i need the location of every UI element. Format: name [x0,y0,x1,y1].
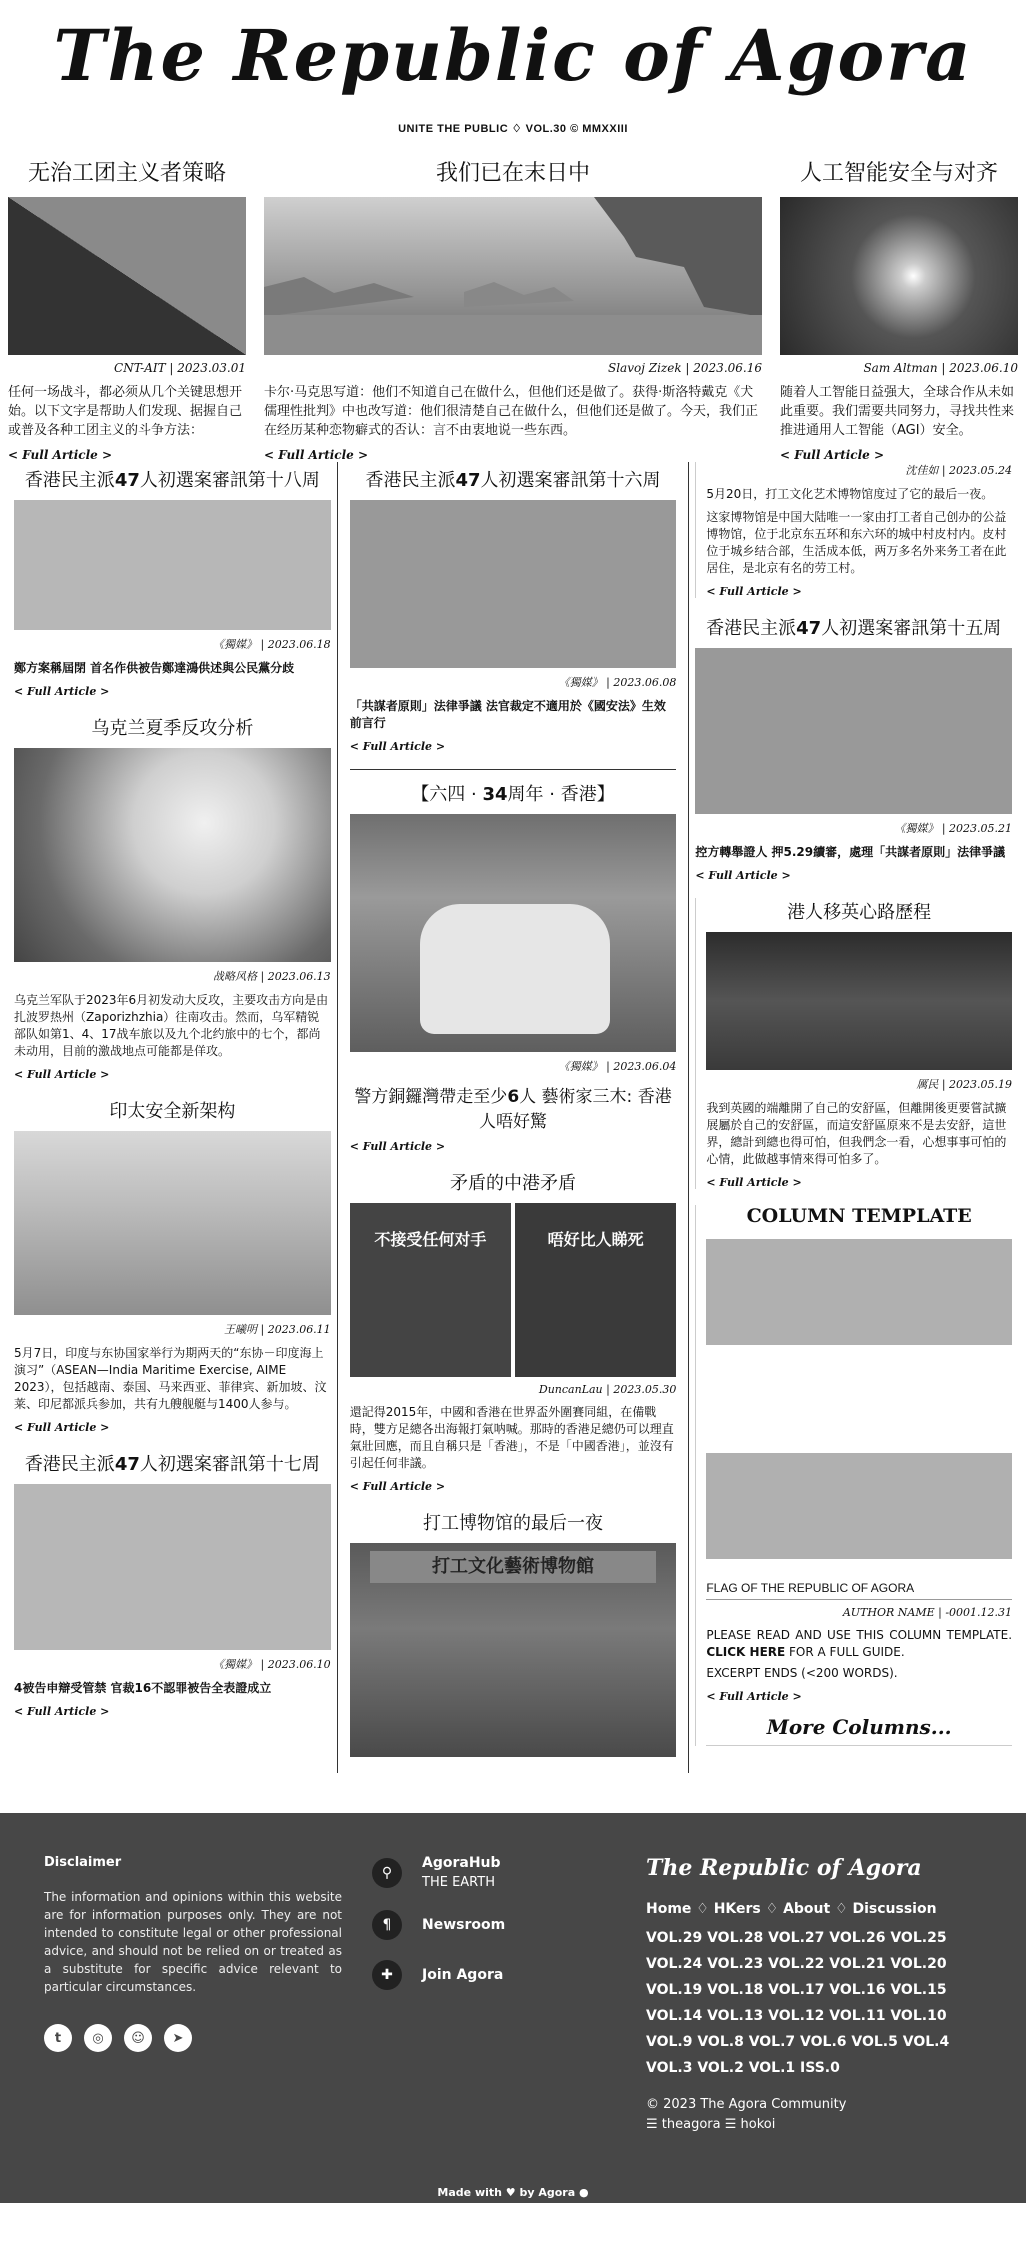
made-with-credit: Made with ♥ by Agora ● [437,2186,589,2199]
link-subtitle: THE EARTH [422,1875,495,1890]
article-image[interactable] [706,932,1012,1070]
link-title: Newsroom [422,1917,506,1933]
full-article-link[interactable]: < Full Article > [14,1705,110,1718]
article-byline: 《獨媒》 | 2023.06.10 [213,1658,331,1671]
flag-caption: FLAG OF THE REPUBLIC OF AGORA [706,1581,1012,1600]
volume-links [646,1925,986,2081]
landscape-illustration [264,197,762,355]
volume-row[interactable]: VOL.3 VOL.2 VOL.1 ISS.0 [646,2060,840,2076]
full-article-link[interactable]: < Full Article > [349,1140,446,1153]
article-image[interactable] [695,648,1012,814]
disclaimer-title: Disclaimer [44,1855,122,1870]
footer-link-newsroom[interactable] [372,1910,612,1940]
copyright-text: © 2023 The Agora Community [646,2097,847,2112]
article-title[interactable]: 乌克兰夏季反攻分析 [91,718,254,739]
article-excerpt: 5月7日，印度与东协国家举行为期两天的“东协－印度海上演习”（ASEAN—India Maritime Exercise, AIME 2023），包括越南、泰国、马来西亚、菲律宾、新加坡、汶莱、印尼都派兵参加，共有九艘舰艇与1400人参与。 [14,1346,327,1411]
footer-link-agorahub[interactable] [372,1855,612,1890]
full-article-link[interactable]: < Full Article > [349,740,446,753]
column-template-card [695,1205,1012,1746]
social-links [44,2024,342,2052]
article-byline: 王曦明 | 2023.06.11 [224,1323,331,1336]
article-card [350,1169,677,1493]
volume-row[interactable]: VOL.9 VOL.8 VOL.7 VOL.6 VOL.5 VOL.4 [646,2034,950,2050]
article-byline: DuncanLau | 2023.05.30 [538,1383,677,1396]
article-image[interactable] [350,500,677,668]
volume-row[interactable]: VOL.19 VOL.18 VOL.17 VOL.16 VOL.15 [646,1982,947,1998]
article-excerpt: 乌克兰军队于2023年6月初发动大反攻，主要攻击方向是由扎波罗热州（Zaporizhzhia）往南攻击。然而，乌军精锐部队如第1、4、17战车旅以及九个北约旅中的七个，都尚未动用，目前的激战地点可能都是佯攻。 [14,993,329,1058]
full-article-link[interactable]: < Full Article > [706,1176,802,1189]
more-columns-link[interactable]: More Columns... [706,1715,1012,1746]
full-article-link[interactable]: < Full Article > [14,1421,110,1434]
article-byline: 《獨媒》 | 2023.06.08 [558,676,677,689]
article-title[interactable]: 港人移英心路歷程 [787,902,932,923]
twitter-icon[interactable]: t [44,2024,72,2052]
car-shape [420,904,610,1034]
footer-brand [646,1855,986,2135]
volume-row[interactable]: VOL.29 VOL.28 VOL.27 VOL.26 VOL.25 [646,1930,947,1946]
feature-image[interactable] [780,197,1018,355]
poster-left: 不接受任何对手 [350,1203,511,1377]
article-image[interactable] [350,814,677,1052]
article-byline: 沈佳如 | 2023.05.24 [905,464,1013,477]
feature-title[interactable]: 无治工团主义者策略 [27,161,226,186]
puzzle-icon: ✚ [372,1960,402,1990]
article-columns [0,462,1026,1773]
footer-link-join[interactable] [372,1960,612,1990]
template-text: PLEASE READ AND USE THIS COLUMN TEMPLATE. CLICK HERE FOR A FULL GUIDE. [706,1628,1013,1659]
github-icon[interactable]: ◎ [84,2024,112,2052]
museum-sign: 打工文化藝術博物館 [370,1551,657,1583]
article-byline: 《獨媒》 | 2023.06.18 [213,638,331,651]
article-excerpt: 5月20日，打工文化艺术博物馆度过了它的最后一夜。 [706,487,994,501]
site-title[interactable]: The Republic of Agora [53,14,973,97]
article-title[interactable]: 香港民主派47人初選案審訊第十八周 [24,470,320,491]
article-image[interactable] [14,748,331,962]
article-image[interactable] [350,1203,677,1377]
article-card [695,462,1012,598]
template-image-top[interactable] [706,1239,1012,1345]
article-image[interactable] [14,500,331,630]
full-article-link[interactable]: < Full Article > [264,448,369,462]
feature-image[interactable] [264,197,762,355]
article-card [350,466,677,753]
site-footer [0,1813,1026,2203]
full-article-link[interactable]: < Full Article > [706,1690,802,1703]
feature-excerpt: 任何一场战斗，都必须从几个关键思想开始。以下文字是帮助人们发现、据握自己或普及各种工团主义的斗争方法： [8,385,243,438]
article-title[interactable]: 印太安全新架构 [109,1101,236,1122]
feature-excerpt: 卡尔·马克思写道：他们不知道自己在做什么，但他们还是做了。获得·斯洛特戴克《犬儒理性批判》中也改写道：他们很清楚自己在做什么，但他们还是做了。今天，我们正在经历某种恋物癖式的否认：言不由衷地说一些东西。 [264,385,759,438]
paragraph-icon: ¶ [372,1910,402,1940]
map-pin-icon: ⚲ [372,1858,402,1888]
article-byline: AUTHOR NAME | -0001.12.31 [842,1606,1013,1619]
article-byline: 厲民 | 2023.05.19 [916,1078,1013,1091]
poster-right: 唔好比人睇死 [515,1203,676,1377]
article-byline: 《獨媒》 | 2023.05.21 [894,822,1013,835]
feature-image[interactable] [8,197,246,355]
telegram-icon[interactable]: ➤ [164,2024,192,2052]
article-card [14,1097,331,1434]
feature-article [8,156,246,462]
article-title[interactable]: 香港民主派47人初選案審訊第十六周 [365,470,661,491]
masthead [0,0,1026,140]
full-article-link[interactable]: < Full Article > [780,448,885,462]
feature-article [780,156,1018,462]
footer-site-name[interactable]: The Republic of Agora [646,1855,922,1881]
feature-excerpt: 随着人工智能日益强大，全球合作从未如此重要。我们需要共同努力，寻找共性来推进通用人工智能（AGI）安全。 [780,385,1015,438]
feature-title[interactable]: 我们已在末日中 [435,161,590,186]
article-title[interactable]: 香港民主派47人初選案審訊第十五周 [706,618,1002,639]
article-card [350,1509,677,1757]
article-image[interactable] [14,1484,331,1650]
disclaimer-text: The information and opinions within this website are for information purposes only. They are not intended to constitute legal or other professional advice, and should not be relied on or treated as a substitute for specific advice relevant to particular circumstances. [44,1890,342,1994]
article-excerpt: 還記得2015年，中國和香港在世界盃外圍賽同組，在備戰時，雙方足總各出海報打氣呐喊。那時的香港足總仍可以理直氣壯回應，而且自稱只是「香港」，不是「中國香港」，並沒有引起任何非議。 [349,1405,674,1470]
article-byline: 战略风格 | 2023.06.13 [213,970,331,983]
article-byline: 《獨媒》 | 2023.06.04 [558,1060,677,1073]
full-article-link[interactable]: < Full Article > [706,585,802,598]
article-card [14,714,331,1081]
article-excerpt: 这家博物馆是中国大陆唯一一家由打工者自己创办的公益博物馆，位于北京东五环和东六环的城中村皮村内。皮村位于城乡结合部，生活成本低，两万多名外来务工者在此居住，是北京有名的劳工村。 [706,510,1007,575]
footer-nav[interactable]: Home ♢ HKers ♢ About ♢ Discussion [646,1901,937,1917]
footer-links [372,1855,612,2010]
article-card [695,614,1012,882]
full-article-link[interactable]: < Full Article > [14,685,110,698]
article-image[interactable] [350,1543,677,1757]
link-title: Join Agora [422,1967,504,1983]
article-headline[interactable]: 警方銅鑼灣帶走至少6人 藝術家三木: 香港人唔好驚 [354,1087,672,1132]
template-image-flag[interactable] [706,1453,1012,1559]
feature-article [264,156,762,462]
volume-row[interactable]: VOL.24 VOL.23 VOL.22 VOL.21 VOL.20 [646,1956,947,1972]
volume-row[interactable]: VOL.14 VOL.13 VOL.12 VOL.11 VOL.10 [646,2008,947,2024]
feature-byline: Slavoj Zizek | 2023.06.16 [607,361,762,375]
article-image[interactable] [14,1131,331,1315]
full-article-link[interactable]: < Full Article > [8,448,113,462]
article-title[interactable]: 矛盾的中港矛盾 [450,1173,576,1194]
link-title: AgoraHub [422,1855,501,1871]
full-article-link[interactable]: < Full Article > [695,869,791,882]
feature-byline: CNT-AIT | 2023.03.01 [114,361,246,375]
feature-byline: Sam Altman | 2023.06.10 [863,361,1018,375]
article-card [14,466,331,698]
article-title[interactable]: 香港民主派47人初選案審訊第十七周 [24,1454,320,1475]
middle-column [337,462,690,1773]
copyright [646,2095,986,2135]
column-template-title[interactable]: COLUMN TEMPLATE [746,1205,972,1227]
feature-row [0,140,1026,462]
reddit-icon[interactable]: ☺ [124,2024,152,2052]
full-article-link[interactable]: < Full Article > [349,1480,446,1493]
excerpt-note: EXCERPT ENDS (<200 WORDS). [706,1666,898,1680]
article-headline[interactable]: 控方轉舉證人 押5.29續審，處理「共謀者原則」法律爭議 [695,845,1006,859]
full-article-link[interactable]: < Full Article > [14,1068,110,1081]
feature-title[interactable]: 人工智能安全与对齐 [799,161,998,186]
article-headline[interactable]: 4被告申辯受管禁 官裁16不認罪被告全表證成立 [14,1681,272,1695]
article-card [14,1450,331,1718]
click-here-link[interactable]: CLICK HERE [706,1645,786,1659]
article-headline[interactable]: 「共謀者原則」法律爭議 法官裁定不適用於《國安法》生效前言行 [349,699,666,730]
article-title[interactable]: 打工博物馆的最后一夜 [423,1513,603,1534]
article-headline[interactable]: 鄭方案稱屆閉 首名作供被告鄭達鴻供述與公民黨分歧 [14,661,295,675]
masthead-subtitle: UNITE THE PUBLIC ♢ VOL.30 © MMXXIII [398,123,628,135]
disclaimer-section [44,1855,342,2052]
article-title[interactable]: 【六四 · 34周年 · 香港】 [411,784,615,805]
credits-links[interactable]: ☰ theagora ☰ hokoi [646,2117,776,2132]
left-column [8,462,337,1773]
article-card [695,898,1012,1189]
right-column [689,462,1018,1773]
article-excerpt: 我到英國的端離開了自己的安舒區，但離開後更要嘗試擴展屬於自己的安舒區，而這安舒區原來不是去安舒，這世界，總計到總也得可怕，但我們念一看，心想事事可怕的心情，此做越事情來得可怕多了。 [706,1101,1007,1166]
article-card [350,769,677,1153]
